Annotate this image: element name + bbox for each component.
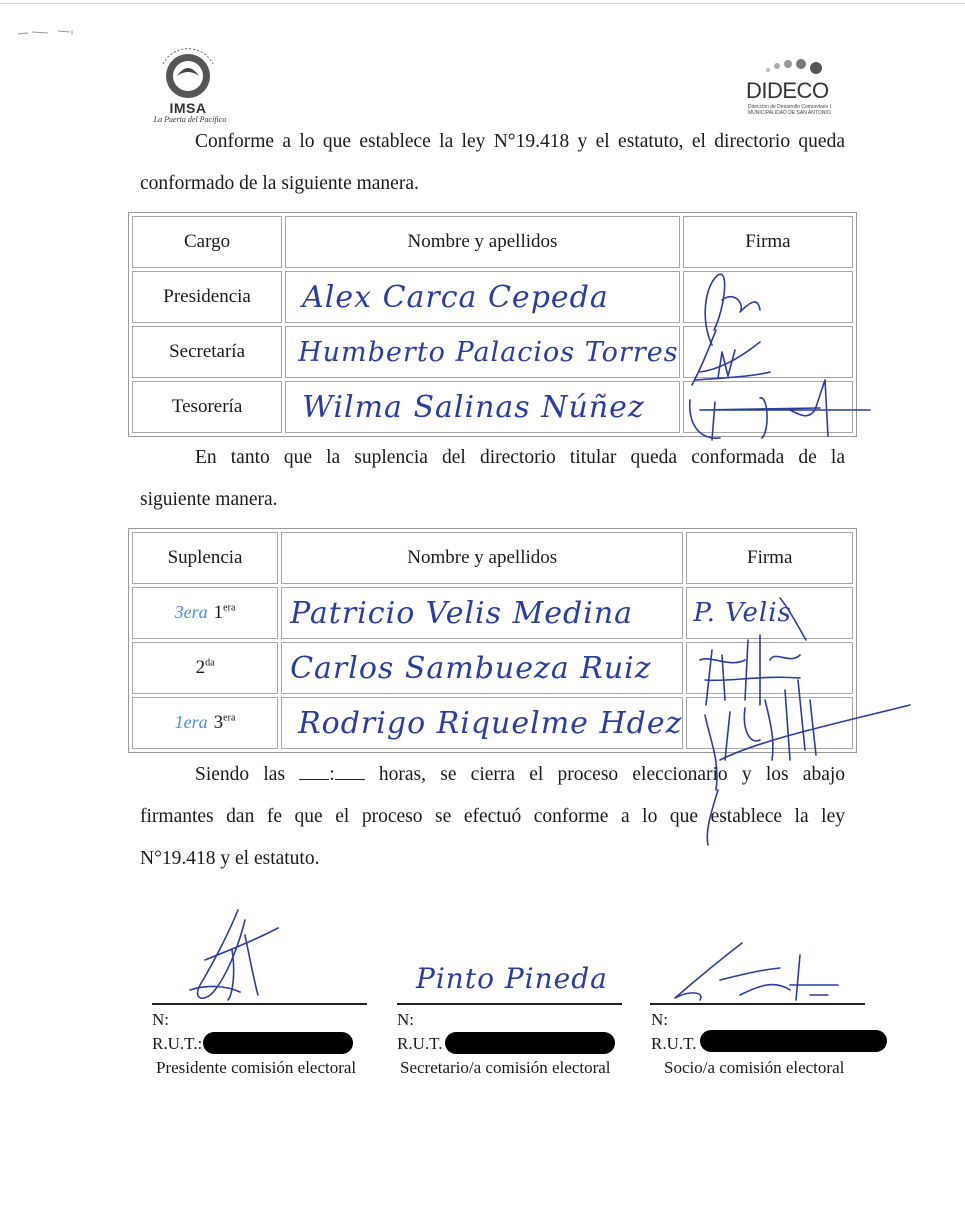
cargo-cell: Secretaría [132, 326, 282, 378]
minute-blank [335, 765, 365, 780]
handwritten-name: Carlos Sambueza Ruiz [290, 650, 652, 686]
dideco-logo-subtitle: Dirección de Desarrollo Comunitario I. MUNICIPALIDAD DE SAN ANTONIO [748, 104, 833, 116]
signature-cell [686, 697, 853, 749]
header-suplencia: Suplencia [132, 532, 278, 584]
redaction-bar [445, 1032, 615, 1054]
n-label: N: [651, 1010, 668, 1029]
suplencia-line-1: En tanto que la suplencia del directorio titular queda conformada de la [195, 447, 845, 468]
closing-paragraph: Siendo las : horas, se cierra el proceso eleccionario y los abajo firmantes dan fe que el proceso se efectuó conforme a lo que establece la ley N°19.418 y el estatuto. [140, 754, 845, 880]
hour-blank [299, 765, 329, 780]
handwritten-name: Wilma Salinas Núñez [302, 389, 645, 425]
table-row [132, 642, 853, 694]
table-row [132, 326, 853, 378]
ordinal-cell: 3era $1^{era}$ [132, 587, 278, 639]
table-header-row [132, 216, 853, 268]
header-firma: Firma [683, 216, 853, 268]
suplencia-table [128, 528, 857, 753]
closing-line-2: firmantes dan fe que el proceso se efectuó conforme a lo que establece la ley [140, 806, 845, 827]
header-nombre: Nombre y apellidos [285, 216, 680, 268]
signature-line [650, 1003, 865, 1005]
suplencia-paragraph [140, 437, 845, 521]
handwritten-note: 1era [174, 712, 208, 732]
dideco-logo-name: DIDECO [746, 78, 829, 103]
signature-cell [683, 381, 853, 433]
table-row [132, 697, 853, 749]
ordinal-cell: $2^{da}$ [132, 642, 278, 694]
redaction-bar [203, 1032, 353, 1054]
suplencia-line-2: siguiente manera. [140, 489, 278, 510]
handwritten-name: Rodrigo Riquelme Hdez [298, 705, 683, 741]
cargo-cell: Presidencia [132, 271, 282, 323]
signature-cell [683, 326, 853, 378]
handwritten-name: Alex Carca Cepeda [302, 279, 609, 315]
signature-line [397, 1003, 622, 1005]
scan-smudge [18, 30, 76, 36]
header-nombre: Nombre y apellidos [281, 532, 683, 584]
table-row [132, 271, 853, 323]
intro-line-1: Conforme a lo que establece la ley N°19.418 y el estatuto, el directorio queda [195, 131, 845, 152]
signature-cell [686, 642, 853, 694]
directorio-table [128, 212, 857, 437]
handwritten-signature-text: P. Velis [693, 598, 792, 628]
handwritten-name: Humberto Palacios Torres [298, 336, 679, 368]
signature-line [152, 1003, 367, 1005]
scan-edge-line [0, 3, 965, 4]
intro-paragraph [140, 121, 845, 205]
table-row [132, 587, 853, 639]
handwritten-note: 3era [174, 602, 208, 622]
closing-line-3: N°19.418 y el estatuto. [140, 848, 320, 869]
handwritten-signature-text: Pinto Pineda [416, 962, 608, 995]
n-label: N: [152, 1010, 169, 1029]
n-label: N: [397, 1010, 414, 1029]
signature-cell [683, 271, 853, 323]
intro-line-2: conformado de la siguiente manera. [140, 173, 419, 194]
closing-text-b: horas, se cierra el proceso eleccionario y los abajo [378, 764, 846, 785]
role-presidente: Presidente comisión electoral [156, 1058, 357, 1077]
cargo-cell: Tesorería [132, 381, 282, 433]
role-socio: Socio/a comisión electoral [664, 1058, 845, 1077]
role-secretario: Secretario/a comisión electoral [400, 1058, 611, 1077]
handwritten-name: Patricio Velis Medina [290, 595, 634, 631]
rut-label: R.U.T. [651, 1034, 697, 1053]
ordinal-cell: 1era $3^{era}$ [132, 697, 278, 749]
table-row [132, 381, 853, 433]
signature-scribble [675, 943, 838, 1000]
rut-label: R.U.T.: [152, 1034, 203, 1053]
imsa-logo-tagline: La Puerta del Pacífico [153, 115, 227, 124]
header-firma: Firma [686, 532, 853, 584]
header-cargo: Cargo [132, 216, 282, 268]
redaction-bar [700, 1030, 887, 1052]
imsa-logo-name: IMSA [169, 100, 207, 116]
rut-label: R.U.T. [397, 1034, 443, 1053]
table-header-row [132, 532, 853, 584]
signature-scribble [190, 910, 278, 1000]
closing-text-a: Siendo las [195, 764, 286, 785]
